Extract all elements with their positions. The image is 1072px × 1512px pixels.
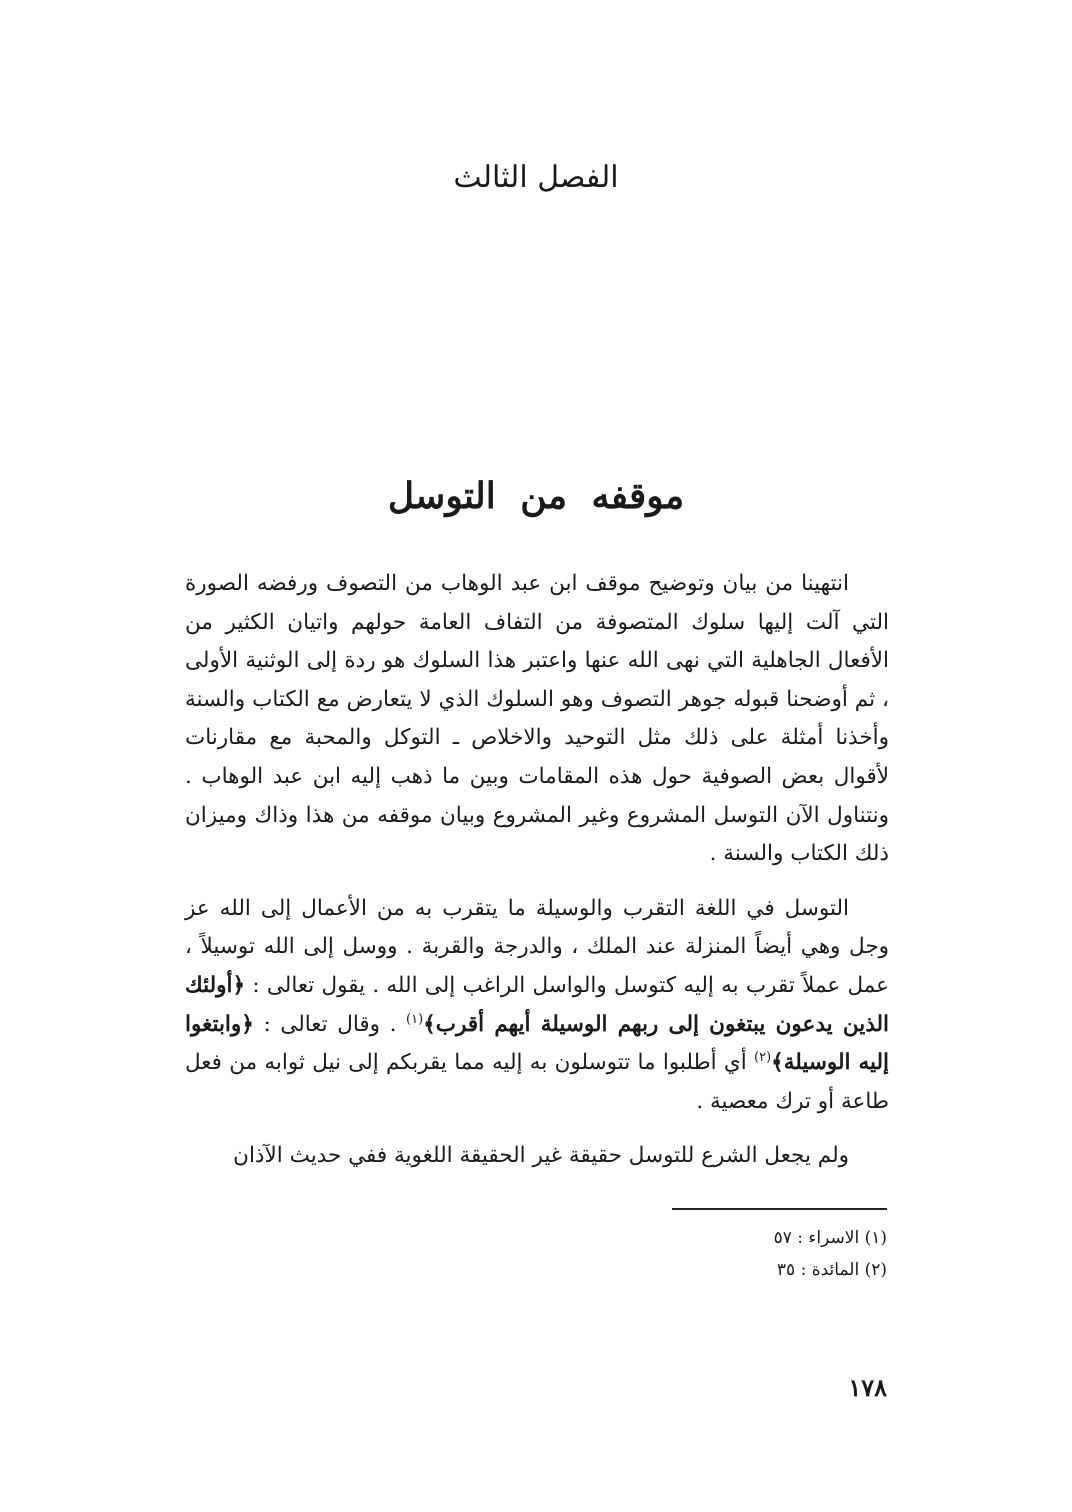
quran-quote-1: ﴿أولئك الذين يدعون يبتغون إلى ربهم الوسيلة أيهم أقرب﴾ [185,972,889,1037]
footnote-divider [672,1208,887,1210]
paragraph-3: ولم يجعل الشرع للتوسل حقيقة غير الحقيقة اللغوية ففي حديث الآذان [233,1143,849,1169]
footnote-ref-2: (٢) [754,1049,772,1065]
footnote-ref-1: (١) [406,1011,424,1027]
chapter-heading: الفصل الثالث [453,160,619,195]
quran-quote-2: ﴿وابتغوا إليه الوسيلة﴾ [185,1011,890,1076]
paragraph-2 [185,890,889,1122]
section-title: موقفه من التوسل [387,475,685,517]
footnotes [487,1222,887,1286]
paragraph-2-part-b: . وقال تعالى : [263,1011,397,1037]
page-number: ١٧٨ [848,1373,887,1402]
footnote-2: (٢) المائدة : ٣٥ [776,1260,887,1280]
paragraph-1: انتهينا من بيان وتوضيح موقف ابن عبد الوهاب من التصوف ورفضه الصورة التي آلت إليها سلوك المتصوفة من التفاف العامة حولهم واتيان الكثير من الأفعال الجاهلية التي نهى الله عنها واعتبر هذا السلوك هو ردة إلى الوثنية الأولى ، ثم أوضحنا قبوله جوهر التصوف وهو السلوك الذي لا يتعارض مع الكتاب والسنة وأخذنا أمثلة على ذلك مثل التوحيد والاخلاص ـ التوكل والمحبة مع مقارنات لأقوال بعض الصوفية حول هذه المقامات وبين ما ذهب إليه ابن عبد الوهاب . ونتناول الآن التوسل المشروع وغير المشروع وبيان موقفه من هذا وذاك وميزان ذلك الكتاب والسنة . [185,571,889,867]
footnote-1: (١) الاسراء : ٥٧ [773,1228,887,1248]
body-text [185,565,889,1176]
paragraph-2-part-c: أي أطلبوا ما تتوسلون به إليه مما يقربكم إلى نيل ثوابه من فعل طاعة أو ترك معصية . [185,1050,889,1114]
paragraph-2-part-a: التوسل في اللغة التقرب والوسيلة ما يتقرب به من الأعمال إلى الله عز وجل وهي أيضاً المنزلة عند الملك ، والدرجة والقربة . ووسل إلى الله توسيلاً ، عمل عملاً تقرب به إليه كتوسل والواسل الراغب إلى الله . يقول تعالى : [185,895,889,998]
